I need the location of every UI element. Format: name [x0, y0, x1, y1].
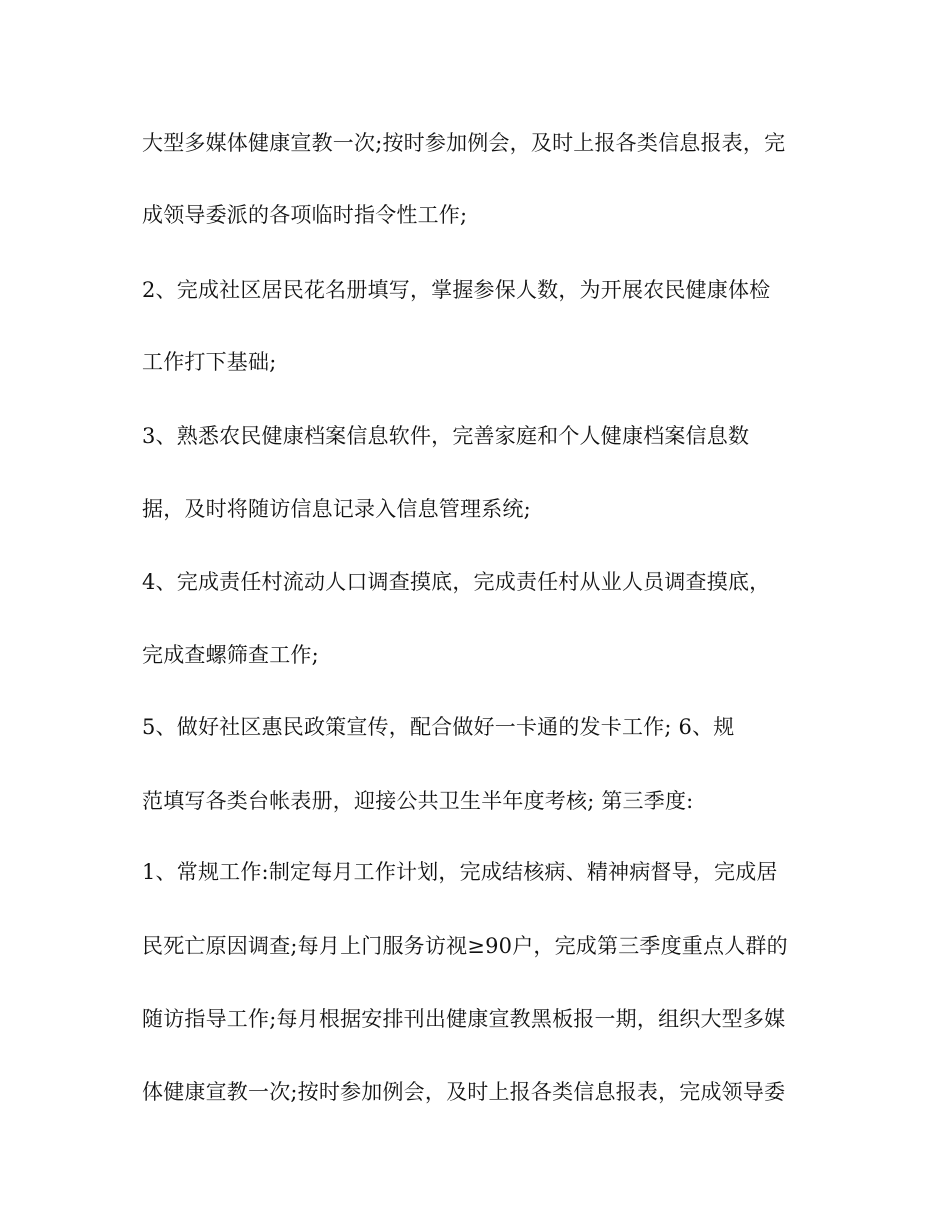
text-line: 随访指导工作;每月根据安排刊出健康宣教黑板报一期，组织大型多媒: [142, 1007, 786, 1031]
text-line: 1、常规工作:制定每月工作计划，完成结核病、精神病督导，完成居: [142, 860, 778, 884]
text-line: 5、做好社区惠民政策宣传，配合做好一卡通的发卡工作; 6、规: [142, 715, 735, 739]
text-line: 3、熟悉农民健康档案信息软件，完善家庭和个人健康档案信息数: [142, 424, 750, 448]
text-line: 2、完成社区居民花名册填写，掌握参保人数，为开展农民健康体检: [142, 278, 771, 302]
text-line: 成领导委派的各项临时指令性工作;: [142, 203, 468, 227]
text-line: 完成查螺筛查工作;: [142, 643, 319, 667]
text-line: 范填写各类台帐表册，迎接公共卫生半年度考核; 第三季度:: [142, 789, 694, 813]
text-line: 大型多媒体健康宣教一次;按时参加例会，及时上报各类信息报表，完: [142, 131, 786, 155]
text-line: 4、完成责任村流动人口调查摸底，完成责任村从业人员调查摸底，: [142, 570, 771, 594]
text-line: 体健康宣教一次;按时参加例会，及时上报各类信息报表，完成领导委: [142, 1080, 786, 1104]
text-line: 民死亡原因调查;每月上门服务访视≥90户，完成第三季度重点人群的: [142, 934, 788, 958]
text-line: 据，及时将随访信息记录入信息管理系统;: [142, 497, 531, 521]
text-line: 工作打下基础;: [142, 350, 277, 374]
